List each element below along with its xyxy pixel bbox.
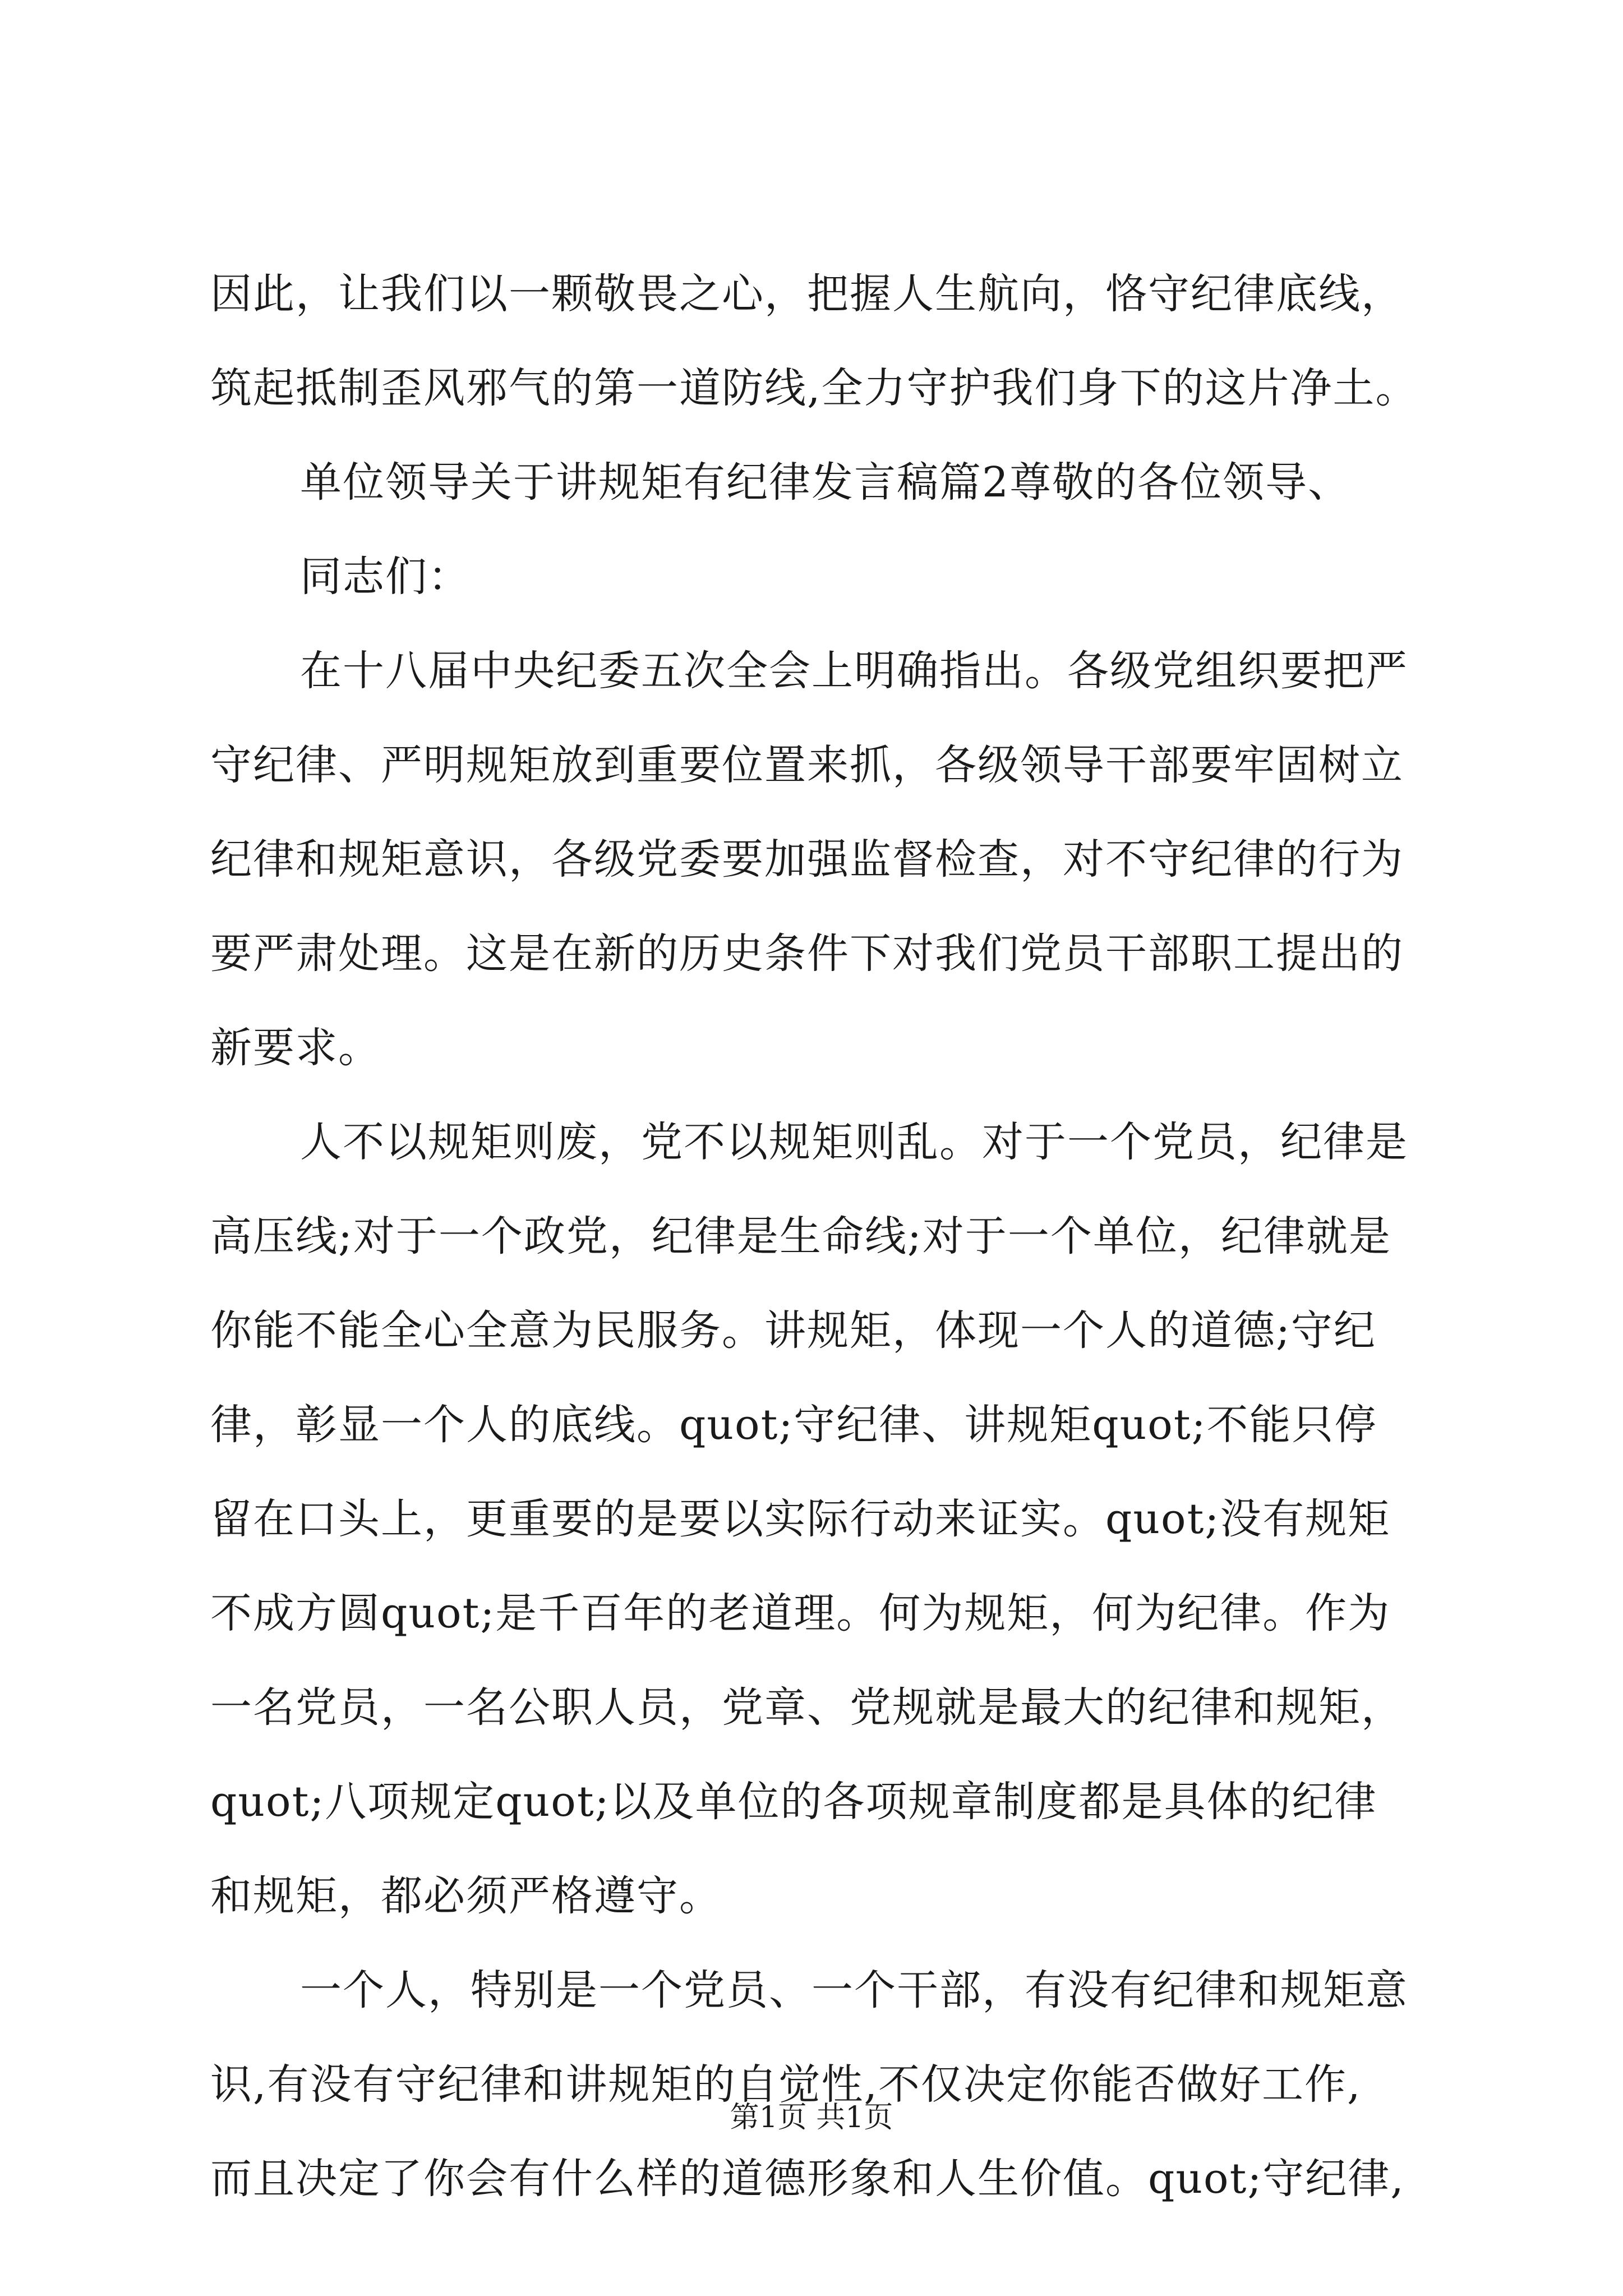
text-line: 识,有没有守纪律和讲规矩的自觉性,不仅决定你能否做好工作, [210,2060,1362,2109]
text-line: quot;八项规定quot;以及单位的各项规章制度都是具体的纪律 [210,1778,1377,1826]
text-line: 不成方圆quot;是千百年的老道理。何为规矩，何为纪律。作为 [210,1589,1391,1637]
text-line: 新要求。 [210,1024,381,1072]
text-line: 人不以规矩则废，党不以规矩则乱。对于一个党员，纪律是 [300,1118,1408,1166]
text-line: 要严肃处理。这是在新的历史条件下对我们党员干部职工提出的 [210,930,1404,978]
page-number-label: 第1页 共1页 [730,2101,893,2134]
text-line: 高压线;对于一个政党，纪律是生命线;对于一个单位，纪律就是 [210,1212,1391,1260]
text-line: 筑起抵制歪风邪气的第一道防线,全力守护我们身下的这片净土。 [210,364,1418,412]
text-line: 你能不能全心全意为民服务。讲规矩，体现一个人的道德;守纪 [210,1306,1376,1355]
text-line: 因此，让我们以一颗敬畏之心，把握人生航向，恪守纪律底线， [210,270,1404,318]
text-line: 一个人，特别是一个党员、一个干部，有没有纪律和规矩意 [300,1966,1408,2014]
text-line: 纪律和规矩意识，各级党委要加强监督检查，对不守纪律的行为 [210,835,1404,884]
section-heading-line: 单位领导关于讲规矩有纪律发言稿篇2尊敬的各位领导、 [300,458,1351,507]
salutation-line: 同志们： [300,553,471,601]
text-line: 留在口头上，更重要的是要以实际行动来证实。quot;没有规矩 [210,1495,1391,1543]
text-line: 守纪律、严明规矩放到重要位置来抓，各级领导干部要牢固树立 [210,741,1404,789]
page-footer [0,2095,1623,2140]
text-line: 和规矩，都必须严格遵守。 [210,1872,722,1920]
text-line: 律，彰显一个人的底线。quot;守纪律、讲规矩quot;不能只停 [210,1401,1377,1449]
text-line: 在十八届中央纪委五次全会上明确指出。各级党组织要把严 [300,647,1408,695]
text-line: 而且决定了你会有什么样的道德形象和人生价值。quot;守纪律, [210,2155,1405,2203]
text-line: 一名党员，一名公职人员，党章、党规就是最大的纪律和规矩， [210,1683,1404,1732]
document-body [210,247,1433,2226]
